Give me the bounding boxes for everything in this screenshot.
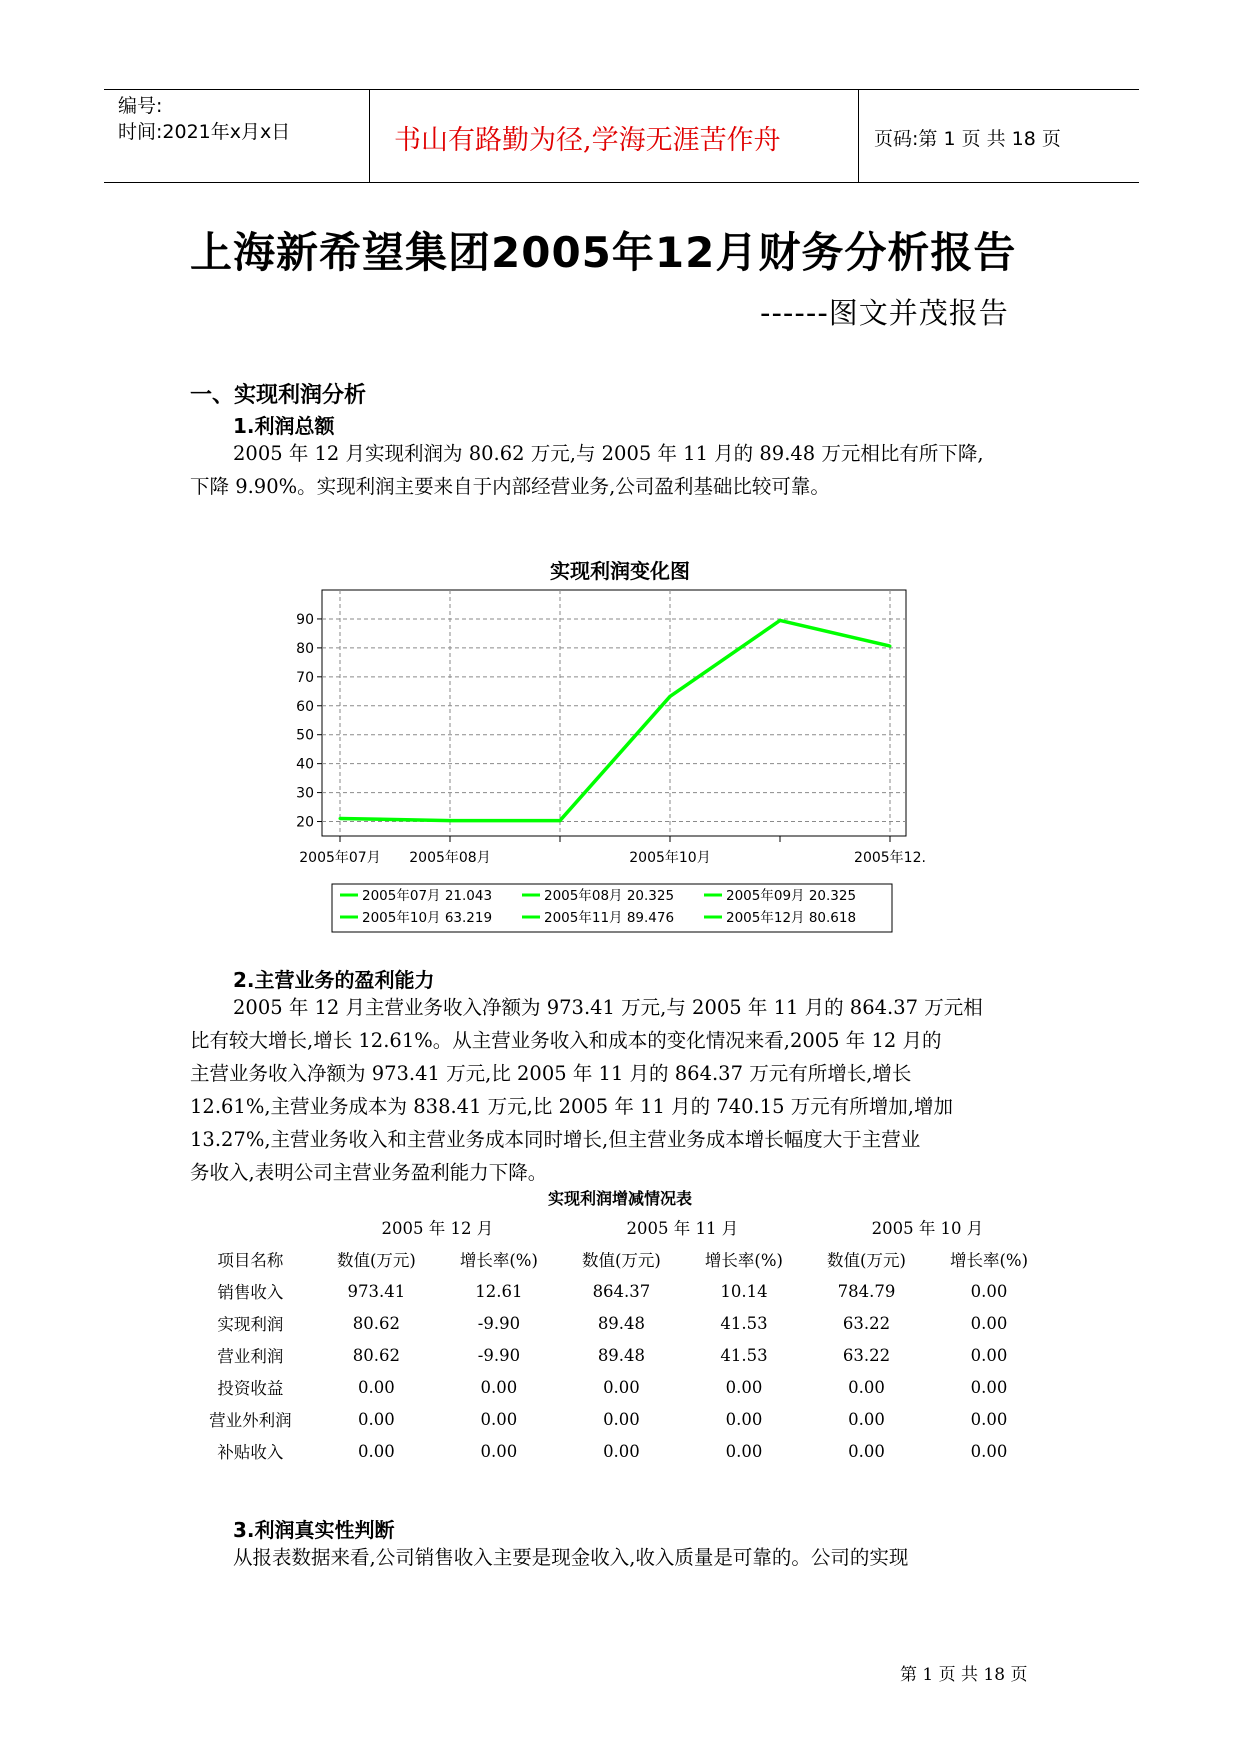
legend-entry: 2005年08月 20.325 — [544, 888, 675, 904]
table-row — [186, 1275, 1050, 1307]
table-period-row — [186, 1211, 1050, 1243]
table-column-header: 数值(万元) — [827, 1251, 906, 1270]
header-divider-left — [369, 89, 370, 182]
table-cell: 0.00 — [725, 1377, 763, 1397]
data-point — [669, 695, 672, 698]
table-cell: 973.41 — [347, 1281, 406, 1301]
table-row-label: 销售收入 — [217, 1283, 284, 1302]
header-divider-right — [858, 89, 859, 182]
table-cell: 80.62 — [352, 1313, 401, 1333]
legend-entry: 2005年10月 63.219 — [362, 910, 493, 926]
y-tick-label: 20 — [296, 814, 314, 831]
paragraph-line: 2005 年 12 月实现利润为 80.62 万元,与 2005 年 11 月的 89.48 万元相比有所下降, — [233, 442, 984, 465]
table-cell: 864.37 — [592, 1281, 651, 1301]
table-column-header: 数值(万元) — [336, 1251, 416, 1270]
y-tick-label: 30 — [296, 785, 314, 802]
table-cell: 10.14 — [720, 1281, 768, 1301]
table-cell: 0.00 — [970, 1377, 1008, 1397]
table-cell: 0.00 — [480, 1377, 518, 1397]
table-column-header: 增长率(%) — [459, 1251, 538, 1270]
table-row — [186, 1307, 1050, 1339]
data-point — [559, 819, 562, 822]
paragraph-line: 2005 年 12 月主营业务收入净额为 973.41 万元,与 2005 年 11 月的 864.37 万元相 — [233, 996, 983, 1019]
table-period-header: 2005 年 11 月 — [626, 1219, 739, 1238]
document-subtitle: ------图文并茂报告 — [760, 296, 1009, 330]
x-tick-label: 2005年07月 — [299, 850, 381, 866]
header-page-label: 页码:第 1 页 共 18 页 — [874, 128, 1061, 150]
y-tick-label: 60 — [296, 698, 314, 715]
page-footer: 第 1 页 共 18 页 — [900, 1665, 1028, 1685]
header-top-rule — [104, 89, 1139, 90]
table-cell: 12.61 — [475, 1281, 523, 1301]
header-time-label: 时间:2021年x月x日 — [118, 121, 291, 143]
table-cell: 0.00 — [970, 1409, 1008, 1429]
data-point — [449, 819, 452, 822]
table-row-label: 实现利润 — [217, 1315, 284, 1334]
table-cell: 0.00 — [970, 1345, 1008, 1365]
table-cell: 0.00 — [848, 1409, 885, 1429]
table-cell: 63.22 — [842, 1345, 891, 1365]
table-row-label: 补贴收入 — [217, 1443, 284, 1462]
table-cell: 0.00 — [480, 1441, 518, 1461]
profit-change-table — [186, 1211, 1050, 1467]
table-row-label: 投资收益 — [217, 1379, 284, 1398]
paragraph-line: 下降 9.90%。实现利润主要来自于内部经营业务,公司盈利基础比较可靠。 — [190, 475, 830, 498]
paragraph-line: 从报表数据来看,公司销售收入主要是现金收入,收入质量是可靠的。公司的实现 — [233, 1546, 909, 1569]
data-point — [779, 619, 782, 622]
table-cell: 0.00 — [725, 1441, 763, 1461]
y-tick-label: 40 — [296, 756, 314, 773]
table-cell: 0.00 — [358, 1441, 395, 1461]
header-number-label: 编号: — [118, 95, 163, 117]
table-column-row — [186, 1243, 1050, 1275]
table-cell: 41.53 — [720, 1313, 768, 1333]
profit-line-chart — [280, 580, 940, 940]
data-point — [339, 817, 342, 820]
x-tick-label: 2005年08月 — [409, 850, 491, 866]
table-column-header: 增长率(%) — [950, 1251, 1029, 1270]
legend-entry: 2005年12月 80.618 — [726, 910, 857, 926]
y-tick-label: 90 — [296, 611, 314, 628]
y-tick-label: 70 — [296, 669, 314, 686]
table-column-header: 项目名称 — [217, 1251, 284, 1270]
header-bottom-rule — [104, 182, 1139, 183]
table-header-cell — [186, 1211, 315, 1243]
table-cell: -9.90 — [477, 1313, 521, 1333]
legend-entry: 2005年11月 89.476 — [544, 910, 675, 926]
paragraph-line: 主营业务收入净额为 973.41 万元,比 2005 年 11 月的 864.37 万元有所增长,增长 — [190, 1062, 912, 1085]
section-heading: 一、实现利润分析 — [190, 383, 367, 408]
table-row-label: 营业利润 — [217, 1347, 284, 1366]
table-cell: 80.62 — [352, 1345, 401, 1365]
table-cell: 0.00 — [603, 1377, 640, 1397]
table-cell: 784.79 — [837, 1281, 896, 1301]
table-period-header: 2005 年 10 月 — [871, 1219, 984, 1238]
paragraph-line: 12.61%,主营业务成本为 838.41 万元,比 2005 年 11 月的 740.15 万元有所增加,增加 — [190, 1095, 953, 1118]
table-cell: 0.00 — [358, 1409, 395, 1429]
table-cell: 0.00 — [970, 1281, 1008, 1301]
table-cell: 0.00 — [603, 1409, 640, 1429]
paragraph-line: 比有较大增长,增长 12.61%。从主营业务收入和成本的变化情况来看,2005 年 12 月的 — [190, 1029, 942, 1052]
table-cell: 0.00 — [848, 1441, 885, 1461]
table-cell: 41.53 — [720, 1345, 768, 1365]
table-period-header: 2005 年 12 月 — [381, 1219, 494, 1238]
plot-frame — [322, 590, 906, 836]
paragraph-line: 13.27%,主营业务收入和主营业务成本同时增长,但主营业务成本增长幅度大于主营业 — [190, 1128, 921, 1151]
table-caption: 实现利润增减情况表 — [547, 1189, 692, 1208]
subsection-heading-total-profit: 1.利润总额 — [233, 414, 335, 438]
table-cell: 0.00 — [603, 1441, 640, 1461]
table-cell: 0.00 — [848, 1377, 885, 1397]
table-cell: 89.48 — [597, 1313, 646, 1333]
paragraph-line: 务收入,表明公司主营业务盈利能力下降。 — [190, 1161, 548, 1184]
document-title: 上海新希望集团2005年12月财务分析报告 — [190, 228, 1017, 277]
table-cell: 89.48 — [597, 1345, 646, 1365]
y-tick-label: 50 — [296, 727, 314, 744]
subsection-heading-main-business: 2.主营业务的盈利能力 — [233, 968, 435, 992]
table-row — [186, 1403, 1050, 1435]
table-cell: 0.00 — [970, 1313, 1008, 1333]
table-cell: 0.00 — [970, 1441, 1008, 1461]
table-cell: -9.90 — [477, 1345, 521, 1365]
subsection-heading-authenticity: 3.利润真实性判断 — [233, 1518, 395, 1542]
table-row — [186, 1435, 1050, 1467]
table-row — [186, 1339, 1050, 1371]
table-cell: 63.22 — [842, 1313, 891, 1333]
table-row — [186, 1371, 1050, 1403]
table-cell: 0.00 — [725, 1409, 763, 1429]
x-tick-label: 2005年12. — [854, 850, 926, 866]
table-row-label: 营业外利润 — [209, 1411, 292, 1430]
chart-title: 实现利润变化图 — [550, 559, 690, 583]
table-cell: 0.00 — [480, 1409, 518, 1429]
table-column-header: 数值(万元) — [582, 1251, 661, 1270]
header-motto: 书山有路勤为径,学海无涯苦作舟 — [394, 125, 781, 156]
table-cell: 0.00 — [358, 1377, 395, 1397]
legend-entry: 2005年07月 21.043 — [362, 888, 493, 904]
y-tick-label: 80 — [296, 640, 314, 657]
legend-entry: 2005年09月 20.325 — [726, 888, 857, 904]
data-point — [889, 645, 892, 648]
x-tick-label: 2005年10月 — [629, 850, 711, 866]
table-column-header: 增长率(%) — [704, 1251, 783, 1270]
